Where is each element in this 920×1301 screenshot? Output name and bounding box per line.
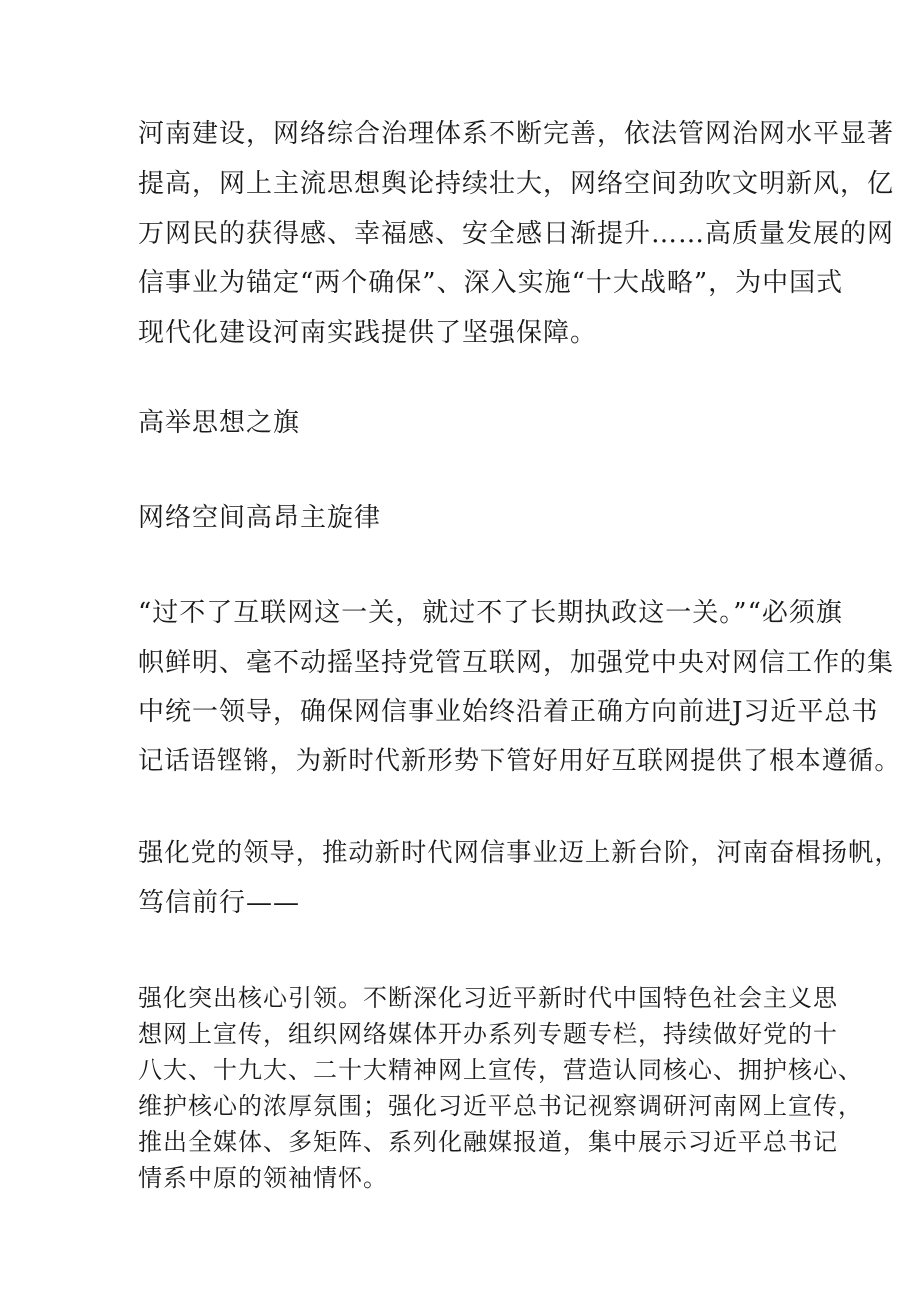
text-line: 提高，网上主流思想舆论持续壮大，网络空间劲吹文明新风，亿 — [138, 169, 895, 199]
text-line: 推出全媒体、多矩阵、系列化融媒报道，集中展示习近平总书记 — [138, 1128, 838, 1156]
text-line: 记话语铿锵，为新时代新形势下管好用好互联网提供了根本遵循。 — [138, 746, 901, 775]
section-subheading: 网络空间高昂主旋律 — [138, 503, 382, 533]
text-line: 现代化建设河南实践提供了坚强保障。 — [138, 318, 598, 348]
text-line: 帜鲜明、毫不动摇坚持党管互联网，加强党中央对网信工作的集 — [138, 648, 895, 678]
text-line: 情系中原的领袖情怀。 — [138, 1164, 388, 1192]
text-line: 强化党的领导，推动新时代网信事业迈上新台阶，河南奋楫扬帆， — [138, 838, 901, 867]
text-line: 信事业为锚定“两个确保”、深入实施“十大战略”，为中国式 — [138, 268, 844, 298]
text-line: 八大、十九大、二十大精神网上宣传，营造认同核心、拥护核心、 — [138, 1056, 863, 1084]
section-heading: 高举思想之旗 — [138, 408, 301, 438]
text-line: 笃信前行—— — [138, 888, 301, 918]
text-line: 中统一领导，确保网信事业始终沿着正确方向前进J习近平总书 — [138, 697, 879, 727]
text-line: 维护核心的浓厚氛围；强化习近平总书记视察调研河南网上宣传， — [138, 1092, 863, 1120]
text-line: 万网民的获得感、幸福感、安全感日渐提升……高质量发展的网 — [138, 219, 895, 249]
text-line: “过不了互联网这一关，就过不了长期执政这一关。”“必须旗 — [138, 598, 843, 628]
text-line: 河南建设，网络综合治理体系不断完善，依法管网治网水平显著 — [138, 119, 895, 149]
text-line: 想网上宣传，组织网络媒体开办系列专题专栏，持续做好党的十 — [138, 1020, 838, 1048]
text-line: 强化突出核心引领。不断深化习近平新时代中国特色社会主义思 — [138, 984, 838, 1012]
